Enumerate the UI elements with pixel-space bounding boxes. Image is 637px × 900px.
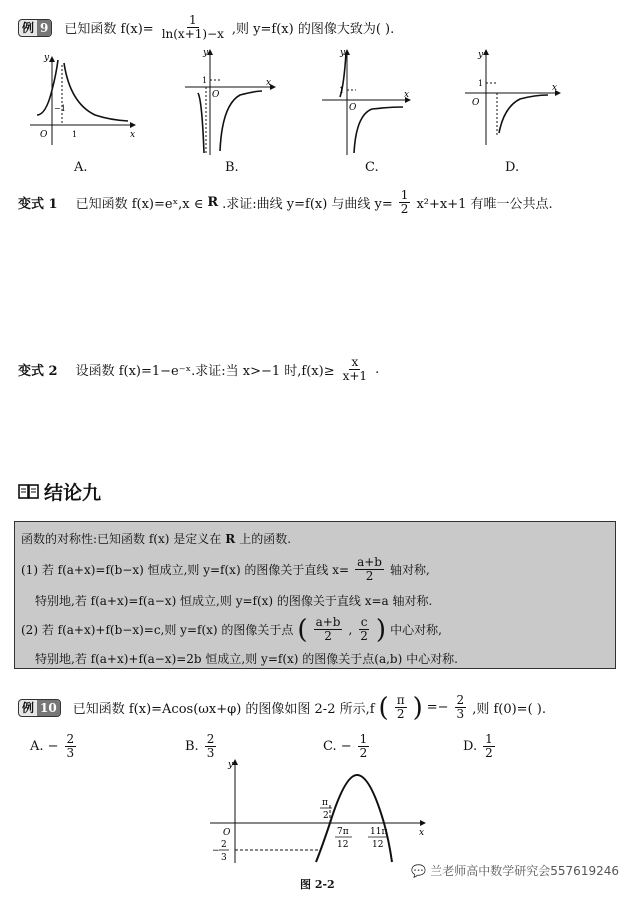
box-line-4: (2) 若 f(a+x)+f(b−x)=c,则 y=f(x) 的图像关于点 ( $\frac{a+b}{2}$ , $\frac{c}{2}$ ) 中心对称, (21, 614, 442, 645)
svg-text:y: y (340, 48, 346, 58)
svg-text:1: 1 (339, 86, 345, 95)
svg-text:x: x (404, 90, 410, 100)
example-9-tag: 例 9 (18, 19, 52, 37)
graph-c (322, 48, 410, 155)
fraction: $\frac{1}{\ln(x+1)-x}$ (161, 13, 224, 41)
svg-text:3: 3 (221, 853, 227, 863)
svg-text:−1: −1 (54, 104, 66, 113)
fraction: $\frac{c}{2}$ (360, 615, 368, 643)
svg-text:O: O (349, 103, 357, 113)
example-9-graphs (0, 45, 637, 155)
svg-text:11π: 11π (370, 827, 388, 837)
fraction: $\frac{a+b}{2}$ (315, 615, 341, 643)
example-9-stem (18, 14, 394, 41)
stem-text: ,则 f(0)=( ). (472, 702, 546, 717)
option-d-label: D. (505, 160, 520, 175)
svg-text:π: π (322, 798, 328, 808)
svg-text:7π: 7π (337, 827, 349, 837)
box-line-1: 函数的对称性:已知函数 f(x) 是定义在 R 上的函数. (21, 531, 292, 546)
conclusion-title: 结论九 (44, 482, 102, 504)
svg-text:O: O (40, 130, 48, 140)
option-d: D. $\frac{1}{2}$ (463, 732, 493, 760)
fraction: $\frac{2}{3}$ (456, 693, 465, 721)
graph-a (30, 53, 135, 145)
svg-text:12: 12 (372, 840, 384, 850)
variant-2 (18, 356, 379, 383)
option-a: A. − $\frac{2}{3}$ (30, 732, 75, 760)
stem-text: 已知函数 f(x)= (64, 22, 154, 37)
box-line-5: 特别地,若 f(a+x)+f(a−x)=2b 恒成立,则 y=f(x) 的图像关于点(a,b) 中心对称. (35, 652, 458, 666)
variant-2-label: 变式 2 (18, 364, 58, 379)
figure-2-2 (0, 755, 637, 870)
svg-text:1: 1 (72, 130, 78, 139)
box-line-2: (1) 若 f(a+x)=f(b−x) 恒成立,则 y=f(x) 的图像关于直线 x= $\frac{a+b}{2}$ 轴对称, (21, 555, 430, 583)
graph-b (185, 48, 275, 155)
watermark: 💬 兰老师高中数学研究会557619246 (411, 863, 619, 878)
svg-text:y: y (44, 53, 50, 63)
example-10-tag: 例 10 (18, 699, 61, 717)
example-10-stem: 例 10 已知函数 f(x)=Acos(ωx+φ) 的图像如图 2-2 所示,f ( $\frac{\pi}{2}$ ) =− $\frac{2}{3}$ ,则 f(0)=( ). (18, 694, 546, 721)
fraction: $\frac{\pi}{2}$ (396, 693, 405, 721)
svg-text:x: x (266, 78, 272, 88)
variant-1-text: x²+x+1 有唯一公共点. (416, 197, 553, 212)
variant-1 (18, 189, 553, 216)
svg-text:1: 1 (478, 79, 484, 88)
figure-caption: 图 2-2 (300, 878, 335, 891)
wechat-icon: 💬 (411, 863, 427, 878)
variant-1-text: .求证:曲线 y=f(x) 与曲线 y= (222, 197, 393, 212)
svg-text:O: O (472, 98, 480, 108)
x-axis-label: x (419, 828, 425, 838)
stem-text: 已知函数 f(x)=Acos(ωx+φ) 的图像如图 2-2 所示,f (72, 702, 375, 717)
svg-text:2: 2 (323, 811, 329, 821)
variant-2-text: . (375, 362, 380, 377)
fraction: $\frac{x}{x+1}$ (342, 355, 368, 383)
svg-text:2: 2 (221, 840, 227, 850)
variant-1-text: 已知函数 f(x)=eˣ,x ∈ (75, 197, 204, 212)
conclusion-heading (18, 478, 101, 505)
fraction: $\frac{1}{2}$ (400, 188, 409, 216)
y-axis-label: y (228, 760, 234, 770)
svg-text:O: O (212, 90, 220, 100)
svg-text:12: 12 (337, 840, 349, 850)
option-a-label: A. (74, 160, 88, 175)
svg-text:x: x (130, 130, 136, 140)
book-icon (18, 483, 40, 501)
fraction: $\frac{a+b}{2}$ (357, 555, 382, 583)
svg-text:x: x (552, 83, 558, 93)
svg-text:y: y (478, 50, 484, 60)
svg-text:1: 1 (202, 76, 208, 85)
svg-text:−: − (212, 846, 220, 856)
stem-text: ,则 y=f(x) 的图像大致为( ). (231, 22, 395, 37)
svg-text:y: y (203, 48, 209, 58)
variant-2-text: 设函数 f(x)=1−e⁻ˣ.求证:当 x>−1 时,f(x)≥ (75, 364, 335, 379)
option-b: B. $\frac{2}{3}$ (185, 732, 215, 760)
origin-label: O (223, 828, 231, 838)
option-c: C. − $\frac{1}{2}$ (323, 732, 368, 760)
conclusion-box (14, 521, 616, 669)
real-set-symbol: R (207, 195, 219, 210)
variant-1-label: 变式 1 (18, 197, 58, 212)
option-c-label: C. (365, 160, 379, 175)
box-line-3: 特别地,若 f(a+x)=f(a−x) 恒成立,则 y=f(x) 的图像关于直线 x=a 轴对称. (35, 594, 433, 608)
graph-d (465, 50, 560, 145)
option-b-label: B. (225, 160, 239, 175)
